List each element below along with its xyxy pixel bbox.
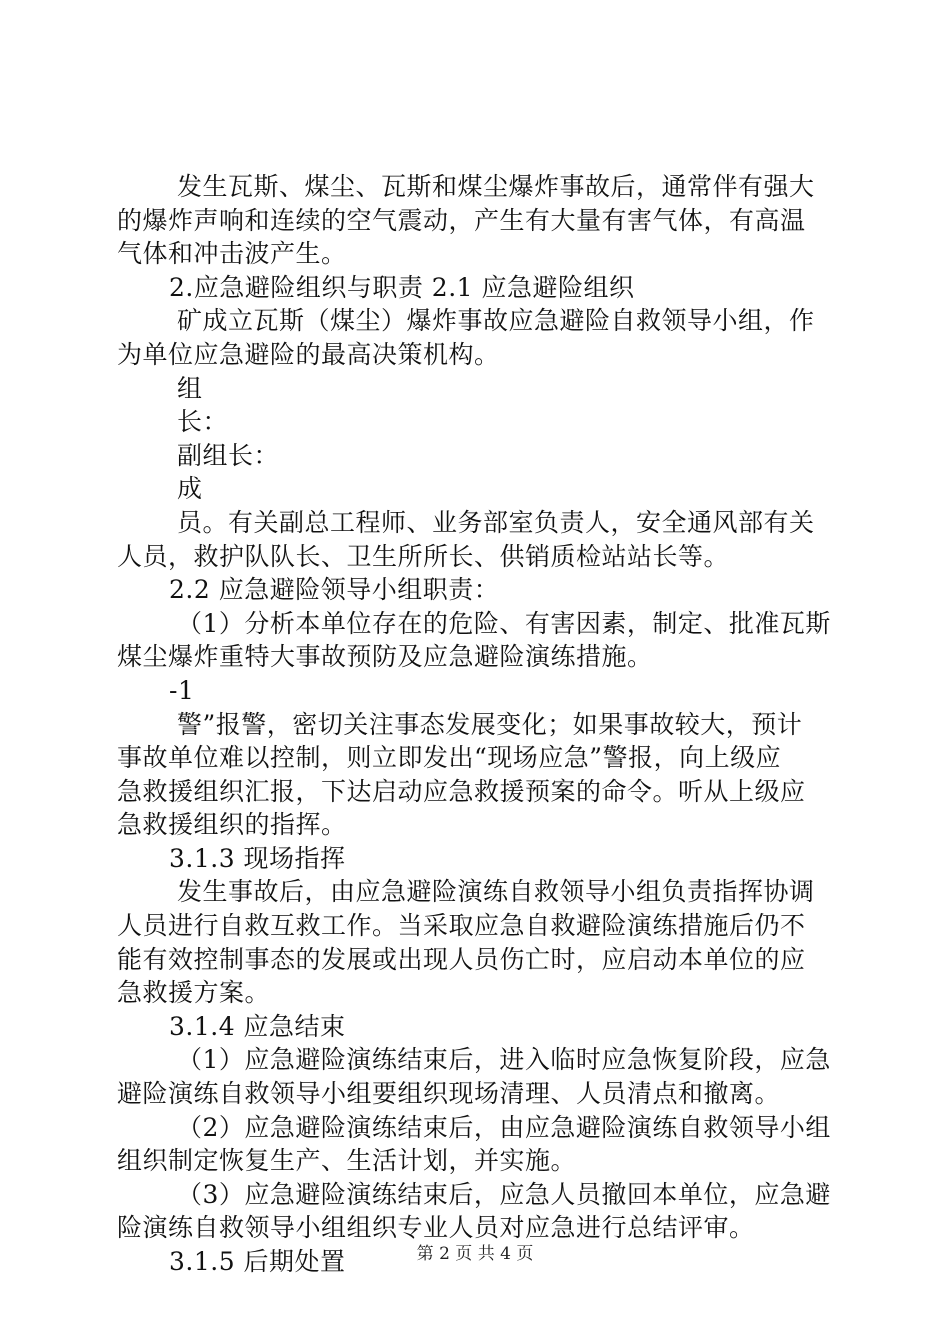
text-line: 险演练自救领导小组组织专业人员对应急进行总结评审。	[117, 1213, 755, 1243]
text-line: （1）分析本单位存在的危险、有害因素，制定、批准瓦斯	[177, 608, 831, 638]
text-line: （1）应急避险演练结束后，进入临时应急恢复阶段，应急	[177, 1045, 831, 1075]
text-line: 2.应急避险组织与职责 2.1 应急避险组织	[169, 272, 635, 302]
text-line: 气体和冲击波产生。	[117, 239, 347, 269]
text-line: 3.1.5 后期处置	[169, 1247, 346, 1276]
text-line: 人员，救护队队长、卫生所所长、供销质检站站长等。	[117, 541, 730, 571]
text-line: 成	[177, 474, 203, 504]
text-line: 矿成立瓦斯（煤尘）爆炸事故应急避险自救领导小组，作	[177, 306, 815, 336]
text-line: 为单位应急避险的最高决策机构。	[117, 339, 500, 369]
document-body	[117, 170, 837, 1279]
text-line: 警”报警，密切关注事态发展变化；如果事故较大，预计	[177, 709, 803, 739]
text-line: （2）应急避险演练结束后，由应急避险演练自救领导小组	[177, 1112, 831, 1142]
text-line: 煤尘爆炸重特大事故预防及应急避险演练措施。	[117, 642, 653, 672]
text-line: 组织制定恢复生产、生活计划，并实施。	[117, 1146, 577, 1176]
text-line: 3.1.3 现场指挥	[169, 843, 346, 873]
text-line: 长：	[177, 407, 229, 437]
text-line: 急救援组织汇报，下达启动应急救援预案的命令。听从上级应	[117, 776, 806, 806]
text-line: 的爆炸声响和连续的空气震动，产生有大量有害气体，有高温	[117, 205, 806, 235]
text-line: 急救援组织的指挥。	[117, 810, 347, 840]
text-line: 避险演练自救领导小组要组织现场清理、人员清点和撤离。	[117, 1079, 781, 1109]
text-line: 发生事故后，由应急避险演练自救领导小组负责指挥协调	[177, 877, 815, 907]
text-line: 2.2 应急避险领导小组职责：	[169, 575, 500, 605]
text-line: 发生瓦斯、煤尘、瓦斯和煤尘爆炸事故后，通常伴有强大	[177, 172, 815, 201]
text-line: 副组长：	[177, 440, 280, 470]
text-line: 员。有关副总工程师、业务部室负责人，安全通风部有关	[177, 507, 815, 537]
text-line: 能有效控制事态的发展或出现人员伤亡时，应启动本单位的应	[117, 944, 806, 974]
text-line: 3.1.4 应急结束	[169, 1011, 346, 1041]
text-line: -1	[169, 675, 195, 705]
page-footer: 第 2 页 共 4 页	[416, 1244, 534, 1264]
text-line: 急救援方案。	[117, 978, 271, 1008]
text-line: 事故单位难以控制，则立即发出“现场应急”警报，向上级应	[117, 743, 782, 773]
text-line: 组	[177, 373, 203, 403]
text-line: 人员进行自救互救工作。当采取应急自救避险演练措施后仍不	[117, 911, 806, 941]
text-line: （3）应急避险演练结束后，应急人员撤回本单位，应急避	[177, 1179, 831, 1209]
